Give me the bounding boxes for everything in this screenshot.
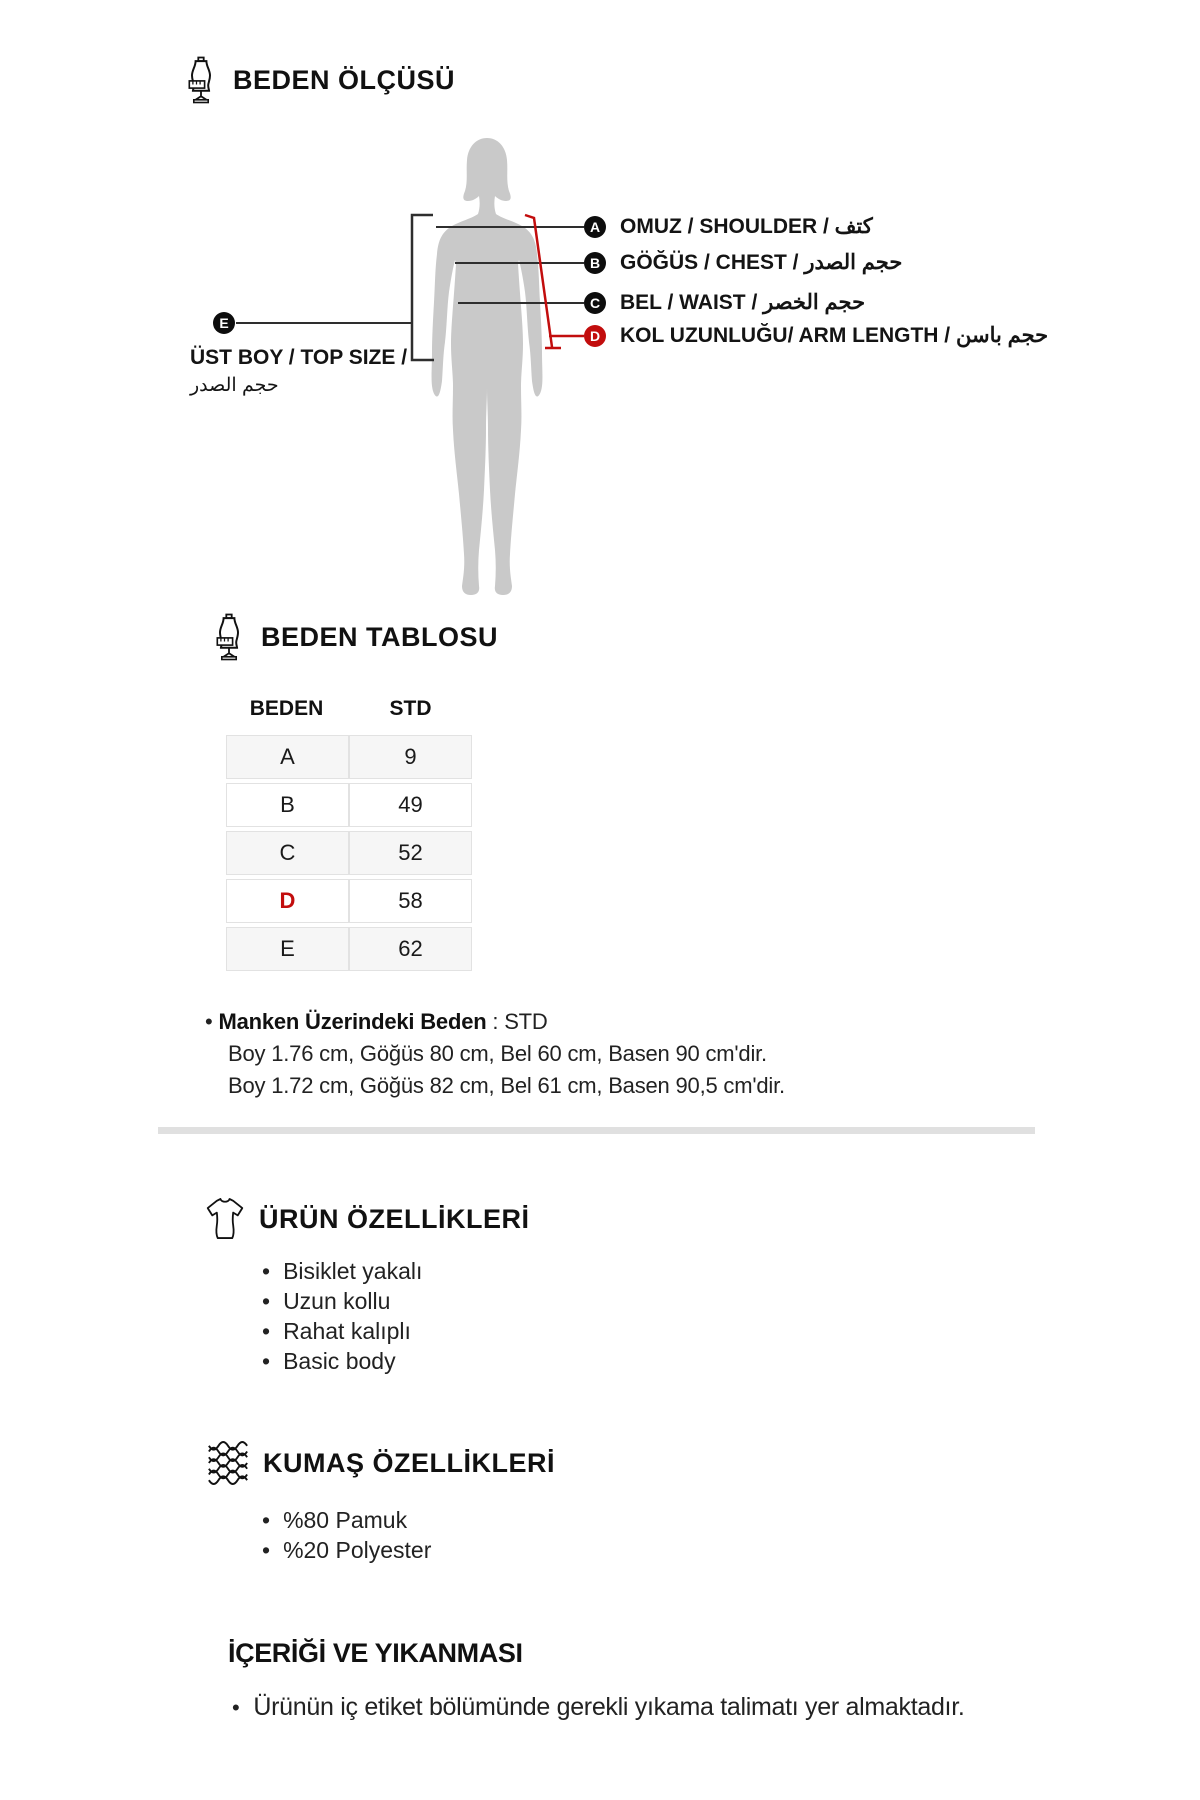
row-label: A bbox=[227, 736, 350, 778]
tshirt-icon bbox=[205, 1194, 245, 1244]
list-item bbox=[262, 1346, 422, 1376]
row-label: C bbox=[227, 832, 350, 874]
section-title: BEDEN TABLOSU bbox=[261, 621, 499, 652]
list-item bbox=[262, 1316, 422, 1346]
label-top-size: ÜST BOY / TOP SIZE / bbox=[190, 346, 408, 369]
model-size-line bbox=[205, 1006, 785, 1038]
bullet-dot bbox=[262, 1346, 270, 1376]
fabric-features-header bbox=[207, 1440, 555, 1486]
size-table bbox=[226, 735, 472, 975]
table-row bbox=[226, 735, 472, 779]
list-item bbox=[262, 1256, 422, 1286]
column-header-beden: BEDEN bbox=[249, 697, 324, 720]
section-title: ÜRÜN ÖZELLİKLERİ bbox=[259, 1203, 530, 1234]
care-header: İÇERİĞİ VE YIKANMASI bbox=[228, 1638, 523, 1668]
row-value: 58 bbox=[398, 888, 423, 913]
table-row bbox=[226, 927, 472, 971]
row-value: 9 bbox=[404, 744, 417, 769]
feature-text: Rahat kalıplı bbox=[283, 1318, 411, 1344]
label-waist: BEL / WAIST / حجم الخصر bbox=[620, 291, 866, 314]
bullet-dot bbox=[262, 1505, 270, 1535]
fabric-features-list bbox=[262, 1505, 431, 1565]
label-shoulder: OMUZ / SHOULDER / كتف bbox=[620, 215, 873, 238]
bullet-dot bbox=[232, 1690, 239, 1725]
list-item bbox=[262, 1286, 422, 1316]
bullet-dot bbox=[262, 1535, 270, 1565]
row-label-highlighted: D bbox=[227, 880, 350, 922]
label-chest: GÖĞÜS / CHEST / حجم الصدر bbox=[620, 251, 903, 274]
section-title: KUMAŞ ÖZELLİKLERİ bbox=[263, 1447, 555, 1478]
column-header-std: STD bbox=[389, 697, 432, 720]
label-dot-c: C bbox=[584, 292, 606, 314]
care-instructions bbox=[232, 1690, 992, 1725]
table-row bbox=[226, 879, 472, 923]
section-divider bbox=[158, 1127, 1035, 1134]
model-size-value: : STD bbox=[486, 1009, 548, 1034]
list-item bbox=[262, 1535, 431, 1565]
feature-text: Uzun kollu bbox=[283, 1288, 391, 1314]
bullet-dot bbox=[262, 1316, 270, 1346]
label-dot-e: E bbox=[213, 312, 235, 334]
bullet-dot bbox=[262, 1286, 270, 1316]
model-measurements-2: Boy 1.72 cm, Göğüs 82 cm, Bel 61 cm, Basen 90,5 cm'dir. bbox=[228, 1073, 785, 1098]
row-label: B bbox=[227, 784, 350, 826]
dress-form-icon bbox=[211, 612, 247, 662]
label-dot-a: A bbox=[584, 216, 606, 238]
label-top-size-arabic: حجم الصدر bbox=[190, 375, 279, 396]
size-table-header bbox=[211, 612, 498, 662]
fabric-text: %20 Polyester bbox=[283, 1537, 432, 1563]
table-row bbox=[226, 783, 472, 827]
row-value: 52 bbox=[398, 840, 423, 865]
label-arm-length: KOL UZUNLUĞU/ ARM LENGTH / حجم باسن bbox=[620, 324, 1049, 347]
feature-text: Bisiklet yakalı bbox=[283, 1258, 423, 1284]
row-value: 49 bbox=[398, 792, 423, 817]
table-row bbox=[226, 831, 472, 875]
fabric-weave-icon bbox=[207, 1440, 249, 1486]
row-value: 62 bbox=[398, 936, 423, 961]
label-dot-d: D bbox=[584, 325, 606, 347]
model-measurements-1: Boy 1.76 cm, Göğüs 80 cm, Bel 60 cm, Basen 90 cm'dir. bbox=[228, 1041, 767, 1066]
section-title: BEDEN ÖLÇÜSÜ bbox=[233, 64, 456, 95]
label-dot-b: B bbox=[584, 252, 606, 274]
bullet-dot bbox=[205, 1006, 213, 1038]
row-label: E bbox=[227, 928, 350, 970]
feature-text: Basic body bbox=[283, 1348, 396, 1374]
care-instruction-text: Ürünün iç etiket bölümünde gerekli yıkama talimatı yer almaktadır. bbox=[253, 1693, 965, 1721]
list-item bbox=[262, 1505, 431, 1535]
product-features-list bbox=[262, 1256, 422, 1376]
model-size-label: Manken Üzerindeki Beden bbox=[218, 1009, 487, 1034]
model-size-info bbox=[205, 1006, 785, 1102]
fabric-text: %80 Pamuk bbox=[283, 1507, 408, 1533]
product-features-header bbox=[205, 1194, 530, 1244]
bullet-dot bbox=[262, 1256, 270, 1286]
